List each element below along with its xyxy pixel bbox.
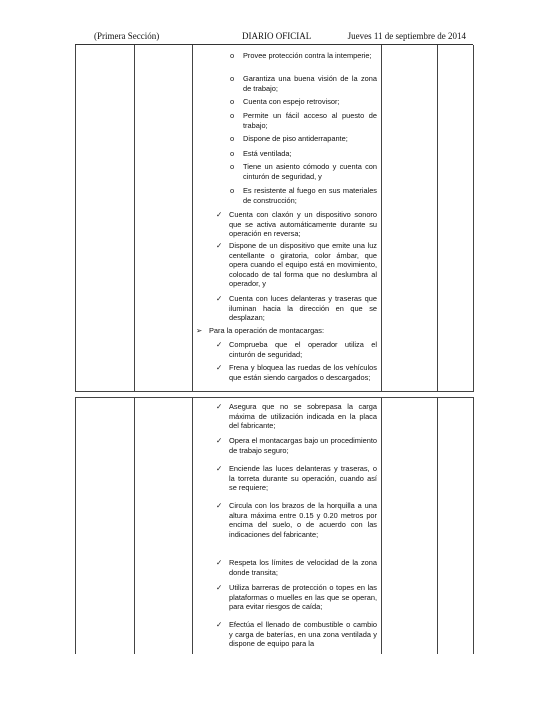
bullet-circle-icon: o xyxy=(230,111,235,120)
list-item: Cuenta con espejo retrovisor; xyxy=(243,97,340,106)
checkmark-icon: ✓ xyxy=(216,501,223,510)
checkmark-icon: ✓ xyxy=(216,294,223,303)
arrow-bullet-icon: ➢ xyxy=(196,326,203,335)
list-item: Permite un fácil acceso al puesto de trabajo; xyxy=(243,111,377,130)
list-item: Enciende las luces delanteras y traseras, o la torreta durante su operación, cuando así se requiere; xyxy=(229,464,377,493)
header-publication: DIARIO OFICIAL xyxy=(242,31,312,41)
bullet-circle-icon: o xyxy=(230,97,235,106)
checkmark-icon: ✓ xyxy=(216,620,223,629)
list-item: Para la operación de montacargas: xyxy=(209,326,325,335)
list-item: Tiene un asiento cómodo y cuenta con cinturón de seguridad, y xyxy=(243,162,377,181)
bullet-circle-icon: o xyxy=(230,186,235,195)
list-item: Provee protección contra la intemperie; xyxy=(243,51,372,60)
list-item: Cuenta con claxón y un dispositivo sonoro que se activa automáticamente durante su operación en reversa; xyxy=(229,210,377,239)
header-date: Jueves 11 de septiembre de 2014 xyxy=(347,31,466,41)
bullet-circle-icon: o xyxy=(230,162,235,171)
list-item: Garantiza una buena visión de la zona de trabajo; xyxy=(243,74,377,93)
checkmark-icon: ✓ xyxy=(216,363,223,372)
list-item: Cuenta con luces delanteras y traseras que iluminan hacia la dirección en que se desplazan; xyxy=(229,294,377,323)
column-divider xyxy=(381,45,382,391)
checkmark-icon: ✓ xyxy=(216,241,223,250)
table-block-2 xyxy=(75,397,474,654)
bullet-circle-icon: o xyxy=(230,51,235,60)
list-item: Frena y bloquea las ruedas de los vehículos que están siendo cargados o descargados; xyxy=(229,363,377,382)
list-item: Efectúa el llenado de combustible o cambio y carga de baterías, en una zona ventilada y dispone de equipo para la xyxy=(229,620,377,649)
list-item: Comprueba que el operador utiliza el cinturón de seguridad; xyxy=(229,340,377,359)
page-header xyxy=(94,31,466,43)
list-item: Respeta los límites de velocidad de la zona donde transita; xyxy=(229,558,377,577)
column-divider xyxy=(134,45,135,391)
checkmark-icon: ✓ xyxy=(216,464,223,473)
list-item: Circula con los brazos de la horquilla a una altura máxima entre 0.15 y 0.20 metros por encima del suelo, o de acuerdo con las indicaciones del fabricante; xyxy=(229,501,377,539)
checkmark-icon: ✓ xyxy=(216,402,223,411)
list-item: Es resistente al fuego en sus materiales de construcción; xyxy=(243,186,377,205)
column-divider xyxy=(192,398,193,654)
bullet-circle-icon: o xyxy=(230,74,235,83)
checkmark-icon: ✓ xyxy=(216,558,223,567)
checkmark-icon: ✓ xyxy=(216,340,223,349)
checkmark-icon: ✓ xyxy=(216,210,223,219)
list-item: Dispone de piso antiderrapante; xyxy=(243,134,348,143)
header-section: (Primera Sección) xyxy=(94,31,160,41)
column-divider xyxy=(437,398,438,654)
list-item: Utiliza barreras de protección o topes en las plataformas o muelles en las que se operan, para evitar riesgos de caída; xyxy=(229,583,377,612)
list-item: Dispone de un dispositivo que emite una luz centellante o giratoria, color ámbar, que opera cuando el equipo está en movimiento, colocado de tal forma que no deslumbra al operador, y xyxy=(229,241,377,289)
checkmark-icon: ✓ xyxy=(216,436,223,445)
table-block-1 xyxy=(75,45,474,392)
column-divider xyxy=(437,45,438,391)
list-item: Opera el montacargas bajo un procedimiento de trabajo seguro; xyxy=(229,436,377,455)
list-item: Está ventilada; xyxy=(243,149,292,158)
bullet-circle-icon: o xyxy=(230,134,235,143)
column-divider xyxy=(134,398,135,654)
bullet-circle-icon: o xyxy=(230,149,235,158)
column-divider xyxy=(192,45,193,391)
column-divider xyxy=(381,398,382,654)
checkmark-icon: ✓ xyxy=(216,583,223,592)
list-item: Asegura que no se sobrepasa la carga máxima de utilización indicada en la placa del fabricante; xyxy=(229,402,377,431)
